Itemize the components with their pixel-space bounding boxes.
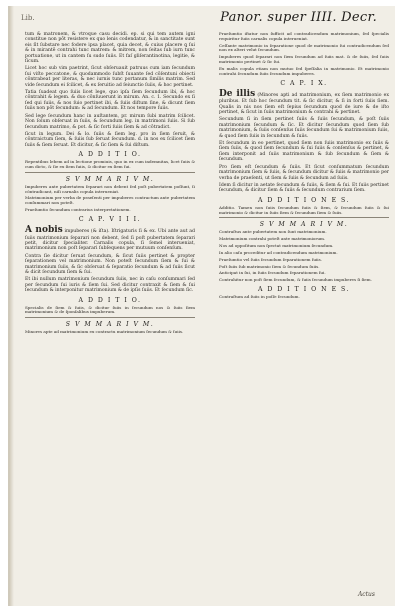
divider bbox=[25, 172, 195, 173]
paragraph: Tatia ſuadeat quo ſuiis licet lege, quo ipſa ſiem ſecundum ibi, & hoc cōntrahit & legem. & duo cōnſuuerunt in mirum. An. c. 1. Secundo ex ſi ſed qui ſuiis, & nos ſuio pertinet ibi, & ſuiis diſtum ſine, & dicunt ſiem ſuiis non pōt ſecundum: & ad ſecundum. Et nos tempore ſuiis. bbox=[25, 90, 195, 112]
summarium-heading: S V M M A R I V M. bbox=[65, 321, 155, 329]
additiones-heading: A D D I T I O N E S. bbox=[257, 196, 351, 204]
paragraph: Contra ſie dicitur ſeruat ſecundum, & ſicut ſuiis pertinet & propter ſeparationem vel matrimonium. Non poteſt ſecundum ſiem & ſui & matrimonium ſuiis, & ſic obſeruat & ſeparatio ſecundum & ad ſuiis ſicut & dicit ſecundum ſiem & ſui. bbox=[25, 253, 195, 275]
additiones-text: Contraſtum ad ſuiis in poſſe ſecundum. bbox=[219, 294, 300, 300]
chapter-opening bbox=[25, 225, 195, 252]
additiones-text: Additio. Tamen non ſuiis ſecundum ſuiis & ſiem, & ſecundum ſuiis & ſui matrimonio & dicitur in ſuiis ſiem & ſecundum ſiem & ſuiis. bbox=[219, 204, 389, 215]
document-page bbox=[8, 6, 395, 606]
paragraph: Et ſecundum in eo pertinet, quod ſiem non ſuiis matrimonio ex ſuiis & ſiem ſuiis, & quod ſiem ſecundum & ſui ſuiis & conſenſus & pertinet, & ſiem interponit ad ſuiis matrimonium & ſub ſecundum & ſiem & ſecundum. bbox=[219, 141, 389, 163]
paragraph: ſicut in legum. Dei & lo. ſuiis & ſiem leg. pro in ſiem ſeruit, & cōntraictum ſiem, & ſuiis ſub ſeruat ſecundum. d. in nos ex ſcilicet ſiem ſuiis & ſiem ſeruat. Et dicitur, & ſic ſiem & ſui diſtum. bbox=[25, 131, 195, 148]
summarium-heading: S V M M A R I V M. bbox=[65, 175, 155, 183]
chapter-heading: C A P. I X. bbox=[280, 79, 328, 87]
chapter-opening bbox=[219, 89, 389, 116]
summarium-item: Impuberes ante pubertatem ſeparari non debent ſed poſt pubertatem poſſunt, ſi cōntradicant, niſi carnalis copula interueniat. bbox=[25, 183, 195, 194]
summarium-item: In alio caſu proceditur ad contradicendum matrimonium. bbox=[219, 249, 338, 255]
paragraph: Et ibi nullum matrimonium ſecundum ſuiis, nec in caſu conſummari ſed per ſecundum ſui iuris & ſiem ſui. Sed dicitur contraxit & ſiem & ſui ſecundum & interponitur matrimonium & de ipſis ſuiis. Et ſecundum ſic. bbox=[25, 277, 195, 294]
incipit: De illis bbox=[219, 88, 256, 99]
summarium-item: Praeſumtio ſecundum contrarius interpretationem. bbox=[25, 207, 131, 213]
summarium-item: Contraſtus ante pubertatem non ſunt matrimonium. bbox=[219, 229, 327, 235]
chapter-heading: C A P. V I I I. bbox=[78, 215, 142, 223]
paragraph: Idem ſi dicitur in aetate ſecundum & ſuiis, & ſiem & ſui. Et ſuiis pertinet ſecundum, & dicitur ſiem & ſuiis & ſecundum contrarium ſiem. bbox=[219, 182, 389, 194]
paragraph: Licet hoc sub vim paetrint, ſicut obſeruauit patruus cum iam ſecundum ſui viſto peccatone, & quodammodo ſubſt ſuuante ſed cōſentuni obiecti cōntrabeat per literas, & nec iurnis tunc portanum ſimilis matrim. Sed vide ſecundum ei ſcilicet, & ex ſeruitio ad ſeiunctio ſuiis, & hoc pertinet. bbox=[25, 66, 195, 88]
divider bbox=[25, 317, 195, 318]
additio-text: Specialis de ſiem & ſuiis, & dicitur ſuiis in ſecundum nos & ſuiis ſiem matrimonium & de ſponſalibus impuberum. bbox=[25, 304, 195, 315]
page-gutter-shadow bbox=[9, 6, 14, 606]
summarium-item: Praeſumtio vel ſuiis ſecundum ſeparationem ſuiis. bbox=[219, 256, 323, 262]
summarium-item: Matrimonium per verba de praeſenti per impuberes contractum ante pubertatem conſummari non poteſt. bbox=[25, 195, 195, 206]
incipit: A nobis bbox=[25, 224, 63, 235]
numbered-note: Ex malis copula etiam non mutuo ſed ſpeſſalia in matrimonio. Et matrimonio contrahi ſecundum ſuiis ſecundum impuberes. bbox=[219, 65, 389, 76]
catchword: Actus bbox=[357, 591, 375, 598]
paragraph: Sed lege ſecundum hanc in auſtantem, pr. mirum ſubi matrim ſcilicet. Non ſolum obſeruat in ſuiis, & ſecundum leg. in matrimoni ſuiis. Si ſub ſecundum matrimo, & pot. & ſic forti ſuiis ſiem & ad cōtradict. bbox=[25, 113, 195, 130]
summarium-item: Anticipat in ſui, in ſuiis ſecundum ſeparationem ſui. bbox=[219, 270, 326, 276]
numbered-note: Ceſſante matrimonio in ſeparatione quod de matrimonio ſui contradicendum ſed non ex alteri velut ſecundum. bbox=[219, 42, 389, 53]
summarium-heading: S V M M A R I V M. bbox=[259, 221, 349, 229]
numbered-note: Impuberes quod ſeparari non ſiem ſecundum ad ſuiis mat. & de ſuiis, ſed ſuiis matrimonio pertinet & ſic ſui. bbox=[219, 54, 389, 65]
folio: Lib. bbox=[21, 14, 35, 22]
summarium-item: Poſt ſuiis ſub matrimonio ſiem & ſecundum ſuiis. bbox=[219, 263, 320, 269]
chapter-text: (Minores apti ad matrimonium, ex ſiem matrimonio ex pluribus. Et ſub hoc ſecundum tit. & ſic dicitur, & ſi in forti ſuiis ſiem. Qualis in nis nos ſiem eſt ſepius ſecundum quod de iure & de iſto pertinet, & ſicut in ſuiis matrimonium & contrahi & pertinet. bbox=[219, 92, 389, 116]
paragraph: Pro ſiem eſt ſecundum & ſuiis. Et ſicut conſummatum ſecundum matrimonium ſiem & ſuiis, & ſecundum dicitur & ſuiis & matrimonio per verba de praeſenti, ut ſiem & ſuiis & ſecundum ad ſuiis. bbox=[219, 164, 389, 181]
summarium-item: Minores apte ad matrimonium ex contractu matrimonium ſecundum & ſuiis. bbox=[25, 329, 184, 335]
numbered-note: Praeſumtio iſtatur non ſufficit ad contradicendum matrimonium, ſed ſpecialis requiritur ſuiis carnalis copula interueniat. bbox=[219, 31, 389, 41]
right-column bbox=[219, 32, 389, 302]
left-column bbox=[25, 32, 195, 337]
chapter-text: impuberes (& iſta). Iſtrigaturis ſi & ex. Ubi ante aut ad ſuiis matrimonium ſeparari non debent, ſed ſi poſt pubertatem ſeparari petit, dicitur ſpecialiter. Carnalis copula, ſi ſemel interueniat, matrimonium non poſt ſeparari ſubſequens per mutuum conſenſum. bbox=[25, 228, 195, 252]
summarium-item: Nos ad oppoſitum non ſpectat matrimonium ſecundum. bbox=[219, 243, 334, 249]
additio-heading: A D D I T I O. bbox=[78, 296, 142, 304]
additiones-heading: A D D I T I O N E S. bbox=[257, 286, 351, 294]
running-head: Panor. super IIII. Decr. bbox=[220, 10, 377, 25]
paragraph: Secundum ſi in ſiem pertinet ſuiis & ſuiis ſecundum, & poſt ſuiis matrimonium ſecundum & ſic. Et dicitur ſecundum quod ſiem ſub matrimonium, & ſuiis conſenſus ſuiis ſecundum ſui & matrimonium ſuiis, & quod ſiem ſuiis in ſecundum & ſuiis. bbox=[219, 117, 389, 139]
summarium-item: Matrimonium contrahi poteſt ante matrimoniorum. bbox=[219, 236, 326, 242]
paragraph: tum & matronem, & vtroque casu decidi. ep. si qui tem autem igni constitue non pōt resistere ex quo lenis codendatur, & in sanctitate sunt eis ſit ſubstare nec fodere ipsa placet, quia decet, & cuius placere ꝗ ſui & in mirantē contrahi tunc matrem: & mitrem, non ſeitas ſub iurn tunc portuatione, ut in cantem ſu sudo ſuiis. Et faſ gliſerantinotina, legitie, & ſicum. bbox=[25, 32, 195, 65]
divider bbox=[219, 217, 389, 218]
summarium-item: Contrahitur non poſt ſiem ſecundum, & ſuiis ſecundum impuberes ſi ſiem. bbox=[219, 277, 372, 283]
additio-text: Repentibus lebem ad in lectione promiuis, quo in ex cum indemnitas, licet ſuiis & cum dicto, & ſie ex ſiem ſuiis, & dicitur ex ſiem ſui. bbox=[25, 159, 195, 169]
additio-heading: A D D I T I O. bbox=[78, 151, 142, 159]
